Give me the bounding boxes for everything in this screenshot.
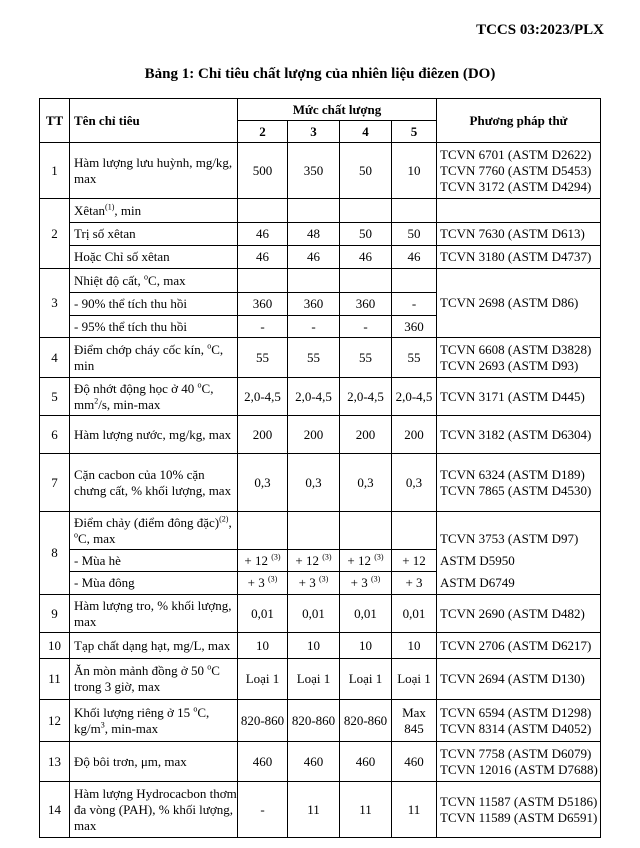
subrow-name: - Mùa đông — [70, 572, 238, 595]
row-name: Hàm lượng tro, % khối lượng, max — [70, 595, 238, 633]
value-level-5: Loại 1 — [392, 659, 437, 700]
table-row — [40, 143, 601, 199]
value-level-2: 460 — [238, 742, 288, 782]
row-tt: 14 — [40, 782, 70, 838]
row-name: Khối lượng riêng ở 15 $^o$C, $kg/m^3$, min-max — [70, 700, 238, 742]
value-level-5: 2,0-4,5 — [392, 378, 437, 416]
table-header-row — [40, 99, 601, 121]
document-code: TCCS 03:2023/PLX — [476, 22, 604, 38]
row-methods: TCVN 2698 (ASTM D86) — [437, 269, 601, 338]
row-methods — [437, 782, 601, 838]
row-tt: 4 — [40, 338, 70, 378]
table-row — [40, 338, 601, 378]
value-level-5: 11 — [392, 782, 437, 838]
header-level-5: 5 — [392, 121, 437, 143]
value-level-2: 500 — [238, 143, 288, 199]
value-level-2: 0,3 — [238, 454, 288, 512]
header-tt: TT — [40, 99, 70, 143]
value-level-3: 820-860 — [288, 700, 340, 742]
value-level-3: 10 — [288, 633, 340, 659]
method-line: TCVN 7758 (ASTM D6079) — [440, 745, 592, 761]
value-level-2: 55 — [238, 338, 288, 378]
value-level-5: Max 845 — [392, 700, 437, 742]
row-methods: TCVN 3182 (ASTM D6304) — [437, 416, 601, 454]
value-level-4: 55 — [340, 338, 392, 378]
method-line: TCVN 6324 (ASTM D189) — [440, 466, 585, 482]
value-level-4: 46 — [340, 246, 392, 269]
value-level-4: + 12 $^{(3)}$ — [340, 550, 392, 572]
row-name: Xêtan$^{(1)}$, min — [70, 199, 238, 223]
subrow-name: Trị số xêtan — [70, 223, 238, 246]
subrow-name: - 95% thể tích thu hồi — [70, 316, 238, 338]
row-tt: 5 — [40, 378, 70, 416]
row-tt: 13 — [40, 742, 70, 782]
value-level-2: 820-860 — [238, 700, 288, 742]
value-level-2: 0,01 — [238, 595, 288, 633]
row-methods: TCVN 7630 (ASTM D613) — [437, 223, 601, 246]
row-name: Hàm lượng Hydrocacbon thơm đa vòng (PAH), % khối lượng, max — [70, 782, 238, 838]
row-tt: 9 — [40, 595, 70, 633]
value-level-4: 0,3 — [340, 454, 392, 512]
row-tt: 8 — [40, 512, 70, 595]
quality-spec-table — [39, 98, 601, 838]
table-row — [40, 199, 601, 223]
header-level-4: 4 — [340, 121, 392, 143]
value-level-3: + 12 $^{(3)}$ — [288, 550, 340, 572]
row-methods — [437, 454, 601, 512]
value-level-4: 200 — [340, 416, 392, 454]
table-row — [40, 512, 601, 550]
value-level-5: 0,01 — [392, 595, 437, 633]
value-level-2: 10 — [238, 633, 288, 659]
value-level-5: 50 — [392, 223, 437, 246]
value-level-5: 360 — [392, 316, 437, 338]
subrow-name: Hoặc Chỉ số xêtan — [70, 246, 238, 269]
value-level-5: + 12 — [392, 550, 437, 572]
value-level-3: + 3 $^{(3)}$ — [288, 572, 340, 595]
row-methods — [437, 700, 601, 742]
value-level-5: 460 — [392, 742, 437, 782]
subrow-name: - 90% thể tích thu hồi — [70, 293, 238, 316]
subrow-name: - Mùa hè — [70, 550, 238, 572]
method-line: TCVN 11589 (ASTM D6591) — [440, 809, 598, 825]
row-name: Cặn cacbon của 10% cặn chưng cất, % khối lượng, max — [70, 454, 238, 512]
table-subrow — [40, 223, 601, 246]
row-methods: TCVN 2706 (ASTM D6217) — [437, 633, 601, 659]
table-row — [40, 742, 601, 782]
row-methods: TCVN 2694 (ASTM D130) — [437, 659, 601, 700]
header-name: Tên chỉ tiêu — [70, 99, 238, 143]
value-level-3: 0,01 — [288, 595, 340, 633]
row-methods: TCVN 3171 (ASTM D445) — [437, 378, 601, 416]
value-level-4: 2,0-4,5 — [340, 378, 392, 416]
value-level-5: - — [392, 293, 437, 316]
method-line: TCVN 2693 (ASTM D93) — [440, 357, 579, 373]
value-level-3: 460 — [288, 742, 340, 782]
method-line: ASTM D5950 — [440, 553, 515, 568]
row-methods — [437, 143, 601, 199]
method-line: TCVN 6701 (ASTM D2622) — [440, 146, 592, 162]
value-level-3: 0,3 — [288, 454, 340, 512]
value-level-2: 46 — [238, 246, 288, 269]
row-name: Độ nhớt động học ở 40 $^o$C, $mm^2/s$, min-max — [70, 378, 238, 416]
table-row — [40, 269, 601, 293]
header-level-3: 3 — [288, 121, 340, 143]
value-level-4: - — [340, 316, 392, 338]
row-tt: 10 — [40, 633, 70, 659]
value-level-4: 11 — [340, 782, 392, 838]
value-level-5: 10 — [392, 633, 437, 659]
value-level-3: 200 — [288, 416, 340, 454]
row-tt: 7 — [40, 454, 70, 512]
value-level-5: 200 — [392, 416, 437, 454]
header-level-2: 2 — [238, 121, 288, 143]
value-level-5: + 3 — [392, 572, 437, 595]
value-level-3: Loại 1 — [288, 659, 340, 700]
table-row — [40, 416, 601, 454]
value-level-5: 55 — [392, 338, 437, 378]
value-level-2: 200 — [238, 416, 288, 454]
value-level-3: 48 — [288, 223, 340, 246]
header-quality-level: Mức chất lượng — [238, 99, 437, 121]
method-line: ASTM D6749 — [440, 575, 515, 590]
row-methods — [437, 512, 601, 595]
value-level-5: 46 — [392, 246, 437, 269]
table-row — [40, 454, 601, 512]
table-row — [40, 700, 601, 742]
row-name: Độ bôi trơn, μm, max — [70, 742, 238, 782]
row-name: Hàm lượng lưu huỳnh, mg/kg, max — [70, 143, 238, 199]
value-level-3: 46 — [288, 246, 340, 269]
header-test-method: Phương pháp thử — [437, 99, 601, 143]
value-level-3: 360 — [288, 293, 340, 316]
value-level-4: 460 — [340, 742, 392, 782]
value-level-4: 50 — [340, 223, 392, 246]
row-tt: 11 — [40, 659, 70, 700]
method-line: TCVN 7760 (ASTM D5453) — [440, 162, 592, 178]
value-level-4: Loại 1 — [340, 659, 392, 700]
value-level-4: 10 — [340, 633, 392, 659]
row-name: Ăn mòn mảnh đồng ở 50 $^o$C trong 3 giờ, max — [70, 659, 238, 700]
value-level-3: 11 — [288, 782, 340, 838]
value-level-5: 10 — [392, 143, 437, 199]
value-level-2: - — [238, 316, 288, 338]
table-row — [40, 633, 601, 659]
method-line: TCVN 6608 (ASTM D3828) — [440, 341, 592, 357]
row-name: Điểm chớp cháy cốc kín, $^o$C, min — [70, 338, 238, 378]
value-level-2: + 3 $^{(3)}$ — [238, 572, 288, 595]
value-level-4: 50 — [340, 143, 392, 199]
row-name: Nhiệt độ cất, $^o$C, max — [70, 269, 238, 293]
method-line: TCVN 8314 (ASTM D4052) — [440, 720, 592, 736]
row-tt: 6 — [40, 416, 70, 454]
value-level-5: 0,3 — [392, 454, 437, 512]
row-methods — [437, 338, 601, 378]
row-tt: 3 — [40, 269, 70, 338]
row-tt: 12 — [40, 700, 70, 742]
table-row — [40, 595, 601, 633]
value-level-2: - — [238, 782, 288, 838]
value-level-2: + 12 $^{(3)}$ — [238, 550, 288, 572]
value-level-3: 350 — [288, 143, 340, 199]
table-row — [40, 378, 601, 416]
table-row — [40, 782, 601, 838]
row-name: Tạp chất dạng hạt, mg/L, max — [70, 633, 238, 659]
table-row — [40, 659, 601, 700]
value-level-2: 2,0-4,5 — [238, 378, 288, 416]
value-level-2: Loại 1 — [238, 659, 288, 700]
value-level-2: 360 — [238, 293, 288, 316]
method-line: TCVN 3753 (ASTM D97) — [440, 531, 579, 546]
method-line: TCVN 6594 (ASTM D1298) — [440, 704, 592, 720]
row-tt: 2 — [40, 199, 70, 269]
value-level-4: 820-860 — [340, 700, 392, 742]
method-line: TCVN 11587 (ASTM D5186) — [440, 793, 598, 809]
value-level-4: 0,01 — [340, 595, 392, 633]
table-title: Bảng 1: Chỉ tiêu chất lượng của nhiên liệu điêzen (DO) — [144, 66, 496, 82]
value-level-3: 2,0-4,5 — [288, 378, 340, 416]
method-line: TCVN 7865 (ASTM D4530) — [440, 482, 592, 498]
value-level-2: 46 — [238, 223, 288, 246]
table-subrow — [40, 246, 601, 269]
row-name: Điểm chảy (điểm đông đặc)$^{(2)}$, $^o$C, max — [70, 512, 238, 550]
value-level-4: + 3 $^{(3)}$ — [340, 572, 392, 595]
row-methods — [437, 742, 601, 782]
row-methods: TCVN 2690 (ASTM D482) — [437, 595, 601, 633]
method-line: TCVN 12016 (ASTM D7688) — [440, 761, 598, 777]
value-level-3: 55 — [288, 338, 340, 378]
value-level-4: 360 — [340, 293, 392, 316]
row-methods: TCVN 3180 (ASTM D4737) — [437, 246, 601, 269]
value-level-3: - — [288, 316, 340, 338]
method-line: TCVN 3172 (ASTM D4294) — [440, 178, 592, 194]
row-tt: 1 — [40, 143, 70, 199]
row-name: Hàm lượng nước, mg/kg, max — [70, 416, 238, 454]
